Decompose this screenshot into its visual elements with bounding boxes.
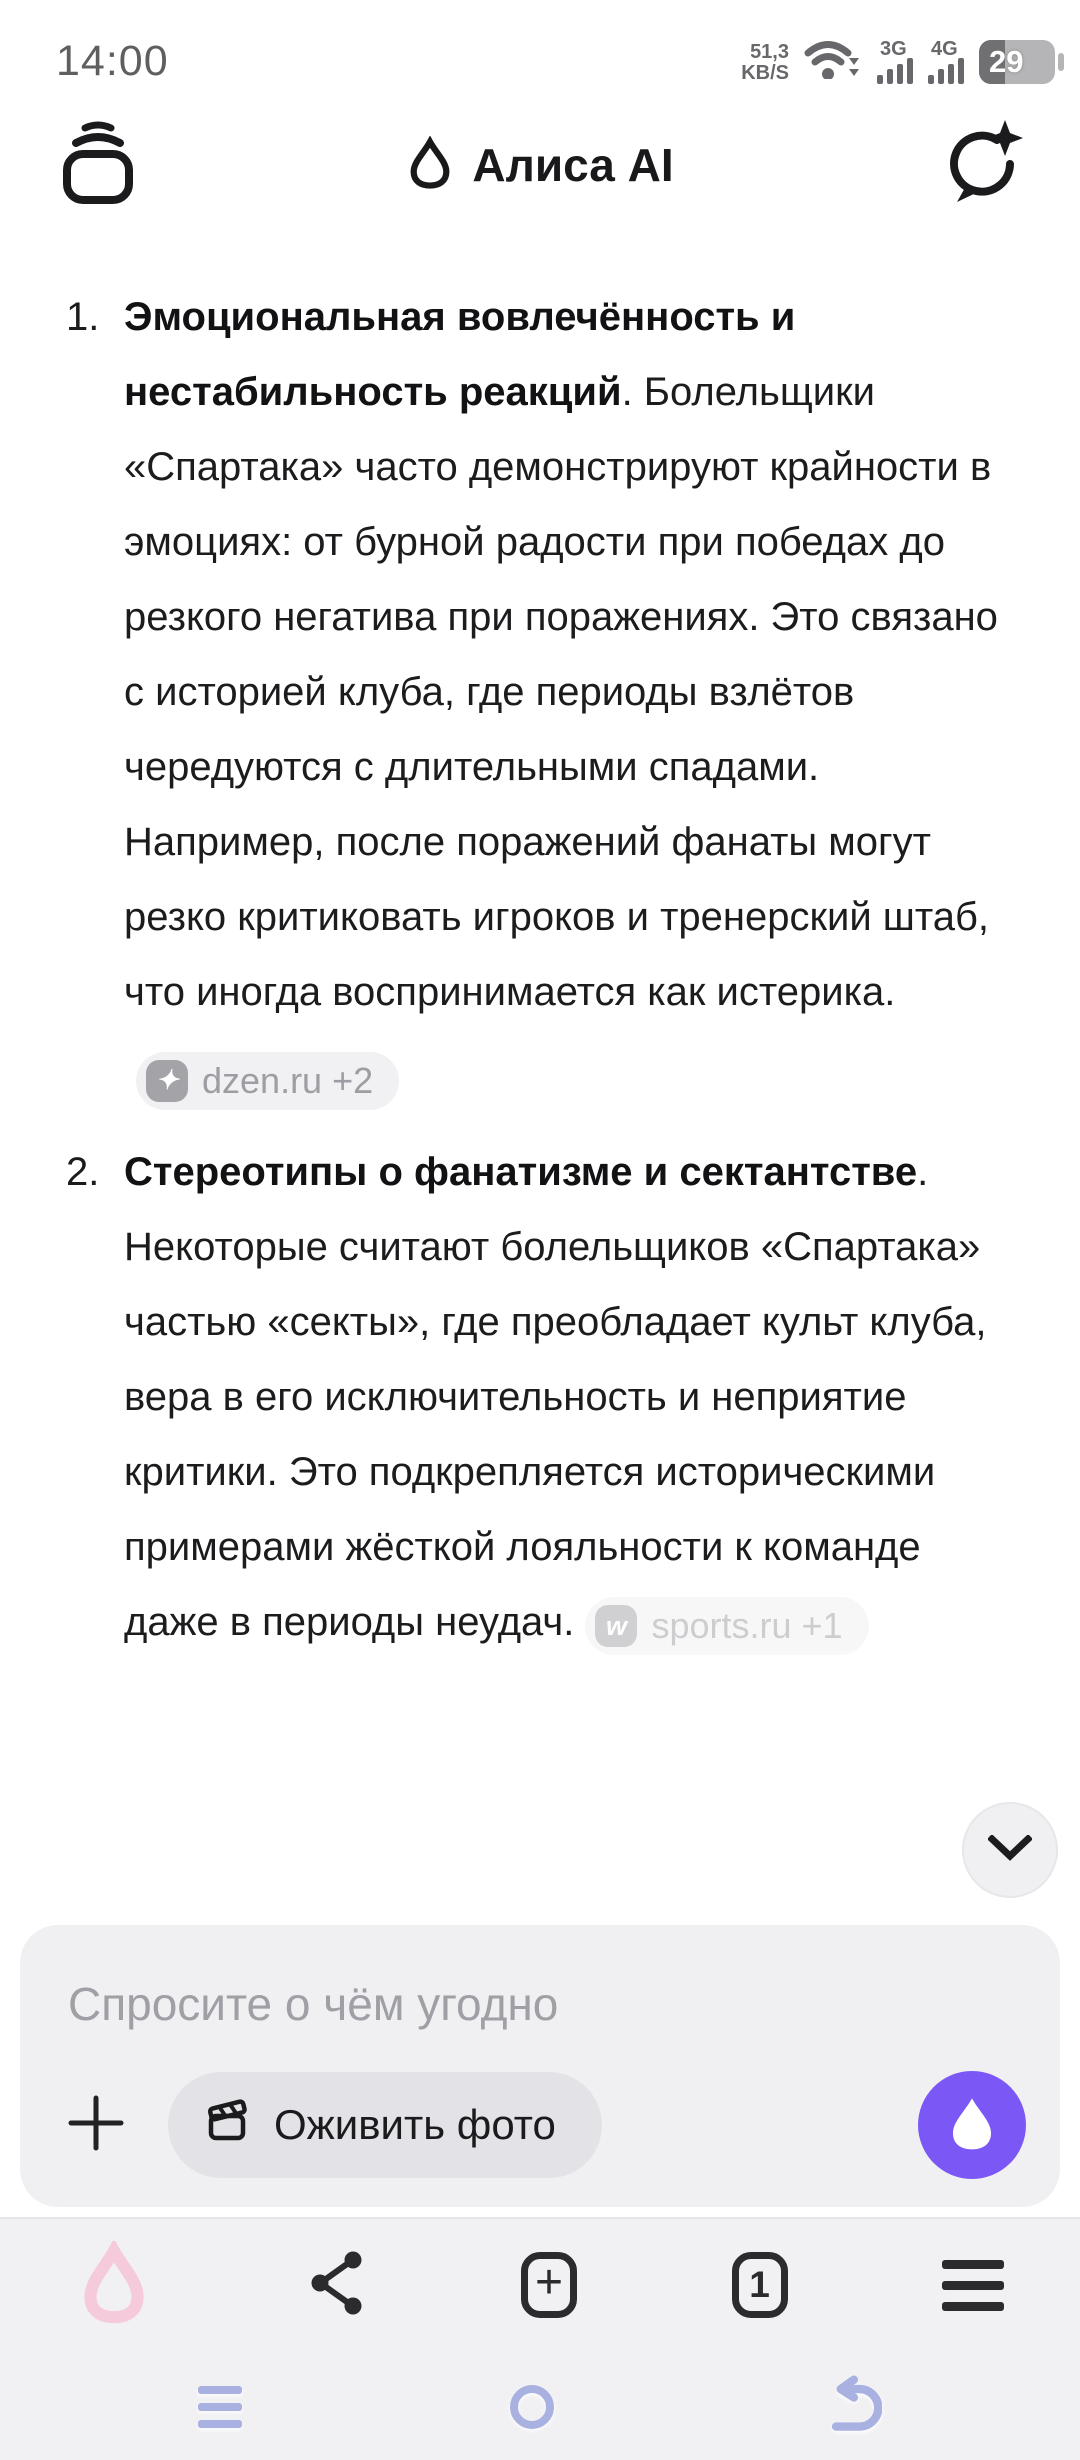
source-label: sports.ru +1 [651, 1605, 843, 1646]
recents-button[interactable] [198, 2386, 242, 2428]
new-chat-icon [944, 193, 1024, 210]
item-body: . Болельщики «Спартака» часто демонстрируют крайности в эмоциях: от бурной радости при победах до резкого негатива при поражениях. Это связано с историей клуба, где периоды взлётов чередуются с длительными спадами. Например, после поражений фанаты могут резко критиковать игроков и тренерский штаб, что иногда воспринимается как истерика. [124, 370, 998, 1014]
item-number: 2. [66, 1149, 100, 1194]
plus-icon [67, 2094, 125, 2157]
clock-text: 14:00 [56, 37, 169, 85]
clapperboard-icon [204, 2096, 252, 2154]
item-number: 1. [66, 295, 100, 339]
source-label: dzen.ru +2 [202, 1059, 374, 1101]
chevron-down-icon [988, 1835, 1032, 1866]
item-text [124, 280, 1012, 1110]
item-title: Эмоциональная вовлечённость и нестабильность реакций [124, 295, 796, 414]
status-indicators [741, 33, 1064, 86]
bottom-bar [0, 2217, 1080, 2460]
status-bar [0, 0, 1080, 92]
alice-blob-icon [944, 2091, 1000, 2160]
signal-bars-icon [928, 58, 964, 84]
revive-photo-label: Оживить фото [274, 2101, 556, 2148]
alice-voice-button[interactable] [918, 2071, 1026, 2179]
share-button[interactable] [307, 2250, 367, 2321]
source-chip-row [585, 1600, 868, 1644]
share-icon [307, 2250, 367, 2316]
item-title: Стереотипы о фанатизме и сектантстве [124, 1149, 918, 1194]
source-chip[interactable] [136, 1052, 399, 1110]
signal-bars-icon [877, 58, 913, 84]
plus-icon: + [534, 2256, 564, 2309]
composer [20, 1925, 1060, 2207]
network-speed [741, 42, 789, 84]
app-header [0, 100, 1080, 230]
wifi-icon [804, 33, 862, 84]
new-tab-button[interactable] [521, 2252, 577, 2318]
android-navigation [0, 2379, 1080, 2435]
source-chip[interactable] [585, 1597, 868, 1655]
network-speed-unit: KB/S [741, 62, 789, 84]
alice-pink-icon [76, 2241, 152, 2325]
menu-button[interactable] [942, 2260, 1004, 2311]
answer-list [66, 280, 1012, 1685]
back-button[interactable] [822, 2375, 882, 2440]
list-item [66, 1135, 1012, 1660]
page-title: Алиса AI [472, 139, 674, 191]
message-input[interactable]: Спросите о чём угодно [68, 1978, 559, 2030]
item-body: . Некоторые считают болельщиков «Спартака» частью «секты», где преобладает культ клуба, вера в его исключительность и неприятие критики. Это подкрепляется историческими примерами жёсткой лояльности к команде даже в периоды неудач. [124, 1149, 987, 1644]
battery-indicator [979, 40, 1064, 84]
new-chat-button[interactable] [944, 116, 1024, 206]
list-item [66, 280, 1012, 1110]
home-button[interactable] [510, 2385, 554, 2429]
signal-sim1 [877, 40, 913, 84]
tab-count: 1 [749, 2264, 770, 2305]
alice-logo-icon [406, 136, 454, 195]
browser-toolbar [0, 2245, 1080, 2325]
sim2-type-label: 4G [931, 38, 958, 60]
back-icon [822, 2375, 882, 2435]
alice-tab-button[interactable] [76, 2241, 152, 2330]
battery-nub [1058, 53, 1064, 71]
battery-percent: 29 [989, 44, 1024, 79]
content-fade [0, 1808, 1080, 1925]
tabs-button[interactable] [732, 2252, 788, 2318]
sim1-type-label: 3G [880, 38, 907, 60]
sports-ru-icon: w [595, 1605, 637, 1647]
signal-sim2 [928, 40, 964, 84]
network-speed-value: 51,3 [750, 41, 789, 63]
item-text [124, 1135, 1012, 1660]
dzen-icon: ✦ [146, 1060, 188, 1102]
revive-photo-button[interactable] [168, 2072, 602, 2178]
scroll-down-button[interactable] [962, 1802, 1058, 1898]
attach-button[interactable] [64, 2093, 128, 2157]
